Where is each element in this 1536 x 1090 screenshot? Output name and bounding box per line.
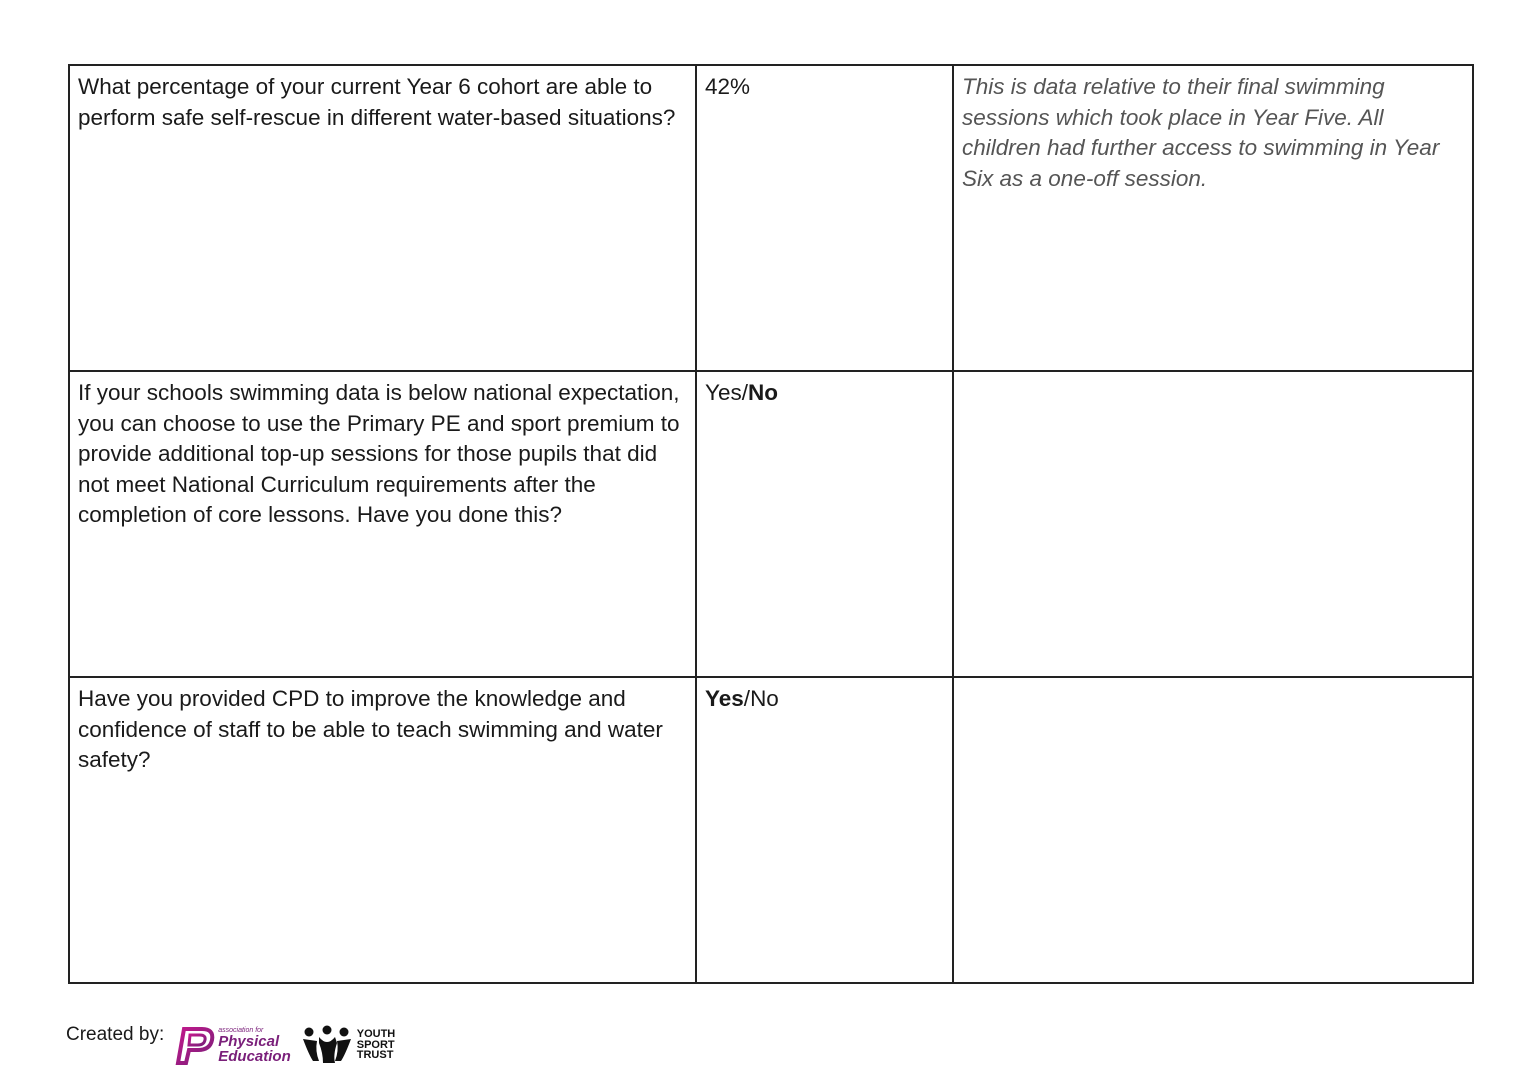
question-cell [69,371,696,677]
note-cell [953,371,1473,677]
table-row [69,677,1473,983]
note-cell [953,65,1473,371]
yst-line2: SPORT [356,1038,395,1051]
youth-sport-trust-figures-icon [301,1025,353,1065]
answer-cell [696,65,953,371]
afpe-wordmark [218,1027,291,1064]
answer-separator: / [743,686,751,711]
afpe-logo [172,1025,291,1065]
table-row [69,65,1473,371]
question-cell [69,65,696,371]
afpe-p-logo-icon [172,1025,216,1065]
table-row [69,371,1473,677]
answer-value: 42% [705,74,751,99]
afpe-line2: Physical [218,1032,280,1050]
answer-yes: Yes [705,686,744,711]
question-cell [69,677,696,983]
created-by-label: Created by: [66,1024,165,1045]
question-text: What percentage of your current Year 6 cohort are able to perform safe self-rescue in different water-based situations? [78,74,676,130]
afpe-line1: association for [218,1026,264,1034]
answer-no: No [750,686,779,711]
swimming-data-table [68,64,1474,984]
note-cell [953,677,1473,983]
footer [66,1020,395,1070]
answer-no: No [747,380,778,405]
yst-line1: YOUTH [356,1028,396,1041]
yst-wordmark [357,1029,396,1061]
yst-logo [301,1025,396,1065]
answer-yes: Yes [705,380,742,405]
question-text: Have you provided CPD to improve the knowledge and confidence of staff to be able to teach swimming and water safety? [78,686,663,773]
answer-cell [696,371,953,677]
question-text: If your schools swimming data is below national expectation, you can choose to use the Primary PE and sport premium to provide additional top-up sessions for those pupils that did not meet National Curriculum requirements after the completion of core lessons. Have you done this? [78,380,680,528]
note-text: This is data relative to their final swimming sessions which took place in Year Five. All children had further access to swimming in Year Six as a one-off session. [962,74,1440,191]
yst-line3: TRUST [356,1049,394,1062]
answer-separator: / [741,380,748,405]
answer-cell [696,677,953,983]
afpe-line3: Education [218,1047,291,1065]
